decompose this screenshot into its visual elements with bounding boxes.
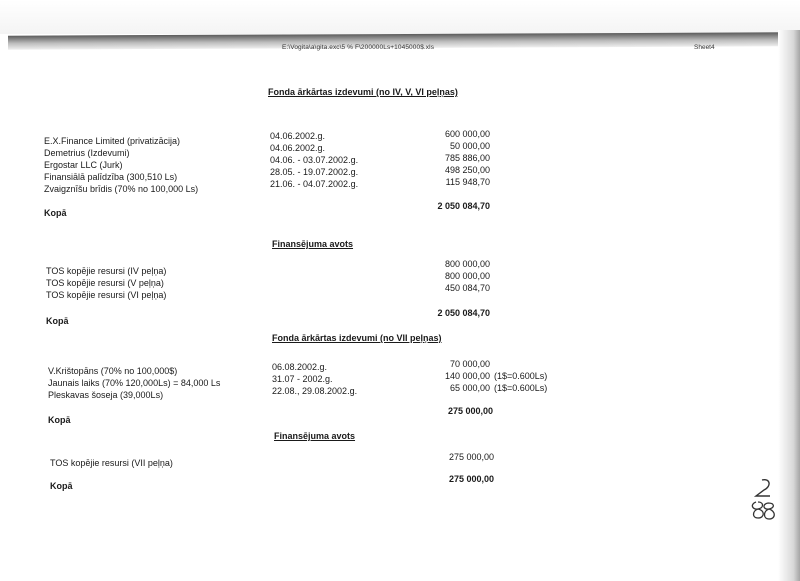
section2-title: Finansējuma avots (272, 239, 354, 249)
file-path-header: E:\Vogita\a\gita.exc\5 % F\200000Ls+1045000$.xls (282, 44, 435, 51)
section1-row-date: 04.06.2002.g. (270, 143, 326, 153)
section3-row-amount: 65 000,00 (449, 383, 490, 393)
section3-row-date: 06.08.2002.g. (272, 362, 328, 372)
section2-row-name: TOS kopējie resursi (V peļņa) (46, 278, 164, 288)
section1-row-name: Ergostar LLC (Jurk) (44, 160, 123, 170)
section3-title: Fonda ārkārtas izdevumi (no VII peļņas) (272, 333, 442, 343)
section3-row-name: Jaunais laiks (70% 120,000Ls) = 84,000 Ls (48, 378, 221, 388)
section3-row-amount: 140 000,00 (444, 371, 490, 381)
scan-top-margin (0, 0, 800, 34)
section3-row-name: V.Krištopāns (70% no 100,000$) (48, 366, 178, 376)
section1-row-name: Finansiālā palīdzība (300,510 Ls) (44, 172, 178, 182)
section4-total-label: Kopā (50, 481, 73, 491)
handwritten-page-number-mark (748, 476, 778, 524)
section2-row-name: TOS kopējie resursi (IV peļņa) (46, 266, 167, 276)
section3-row-note: (1$=0.600Ls) (494, 371, 548, 381)
section2-row-amount: 450 084,70 (444, 283, 490, 293)
section4-row-amount: 275 000,00 (448, 452, 494, 462)
section2-row-name: TOS kopējie resursi (VI peļņa) (46, 290, 167, 300)
section1-row-date: 04.06. - 03.07.2002.g. (270, 155, 359, 165)
section2-total-label: Kopā (46, 316, 69, 326)
section1-total: 2 050 084,70 (437, 201, 490, 211)
section1-row-date: 21.06. - 04.07.2002.g. (270, 179, 359, 189)
section3-row-date: 31.07 - 2002.g. (272, 374, 333, 384)
section1-row-amount: 785 886,00 (444, 153, 490, 163)
sheet-name-header: Sheet4 (694, 44, 715, 51)
section1-row-name: E.X.Finance Limited (privatizācija) (44, 136, 181, 146)
section1-row-amount: 498 250,00 (444, 165, 490, 175)
section4-total: 275 000,00 (448, 474, 494, 484)
section2-row-amount: 800 000,00 (444, 271, 490, 281)
section1-row-date: 04.06.2002.g. (270, 131, 326, 141)
section2-total: 2 050 084,70 (437, 308, 490, 318)
section4-row-name: TOS kopējie resursi (VII peļņa) (50, 458, 173, 468)
section3-row-amount: 70 000,00 (449, 359, 490, 369)
section1-row-amount: 600 000,00 (444, 129, 490, 139)
scan-right-shadow (778, 30, 800, 581)
section3-row-name: Pleskavas šoseja (39,000Ls) (48, 390, 164, 400)
section1-row-amount: 115 948,70 (445, 177, 490, 187)
section1-row-name: Zvaigznīšu brīdis (70% no 100,000 Ls) (44, 184, 199, 194)
section1-row-date: 28.05. - 19.07.2002.g. (270, 167, 359, 177)
section3-total: 275 000,00 (447, 406, 493, 416)
section3-row-date: 22.08., 29.08.2002.g. (272, 386, 358, 396)
section3-row-note: (1$=0.600Ls) (494, 383, 548, 393)
section1-title: Fonda ārkārtas izdevumi (no IV, V, VI peļņas) (268, 87, 458, 97)
section3-total-label: Kopā (48, 415, 71, 425)
section1-row-name: Demetrius (Izdevumi) (44, 148, 130, 158)
section1-row-amount: 50 000,00 (449, 141, 490, 151)
section1-total-label: Kopā (44, 208, 67, 218)
section4-title: Finansējuma avots (274, 431, 356, 441)
section2-row-amount: 800 000,00 (444, 259, 490, 269)
